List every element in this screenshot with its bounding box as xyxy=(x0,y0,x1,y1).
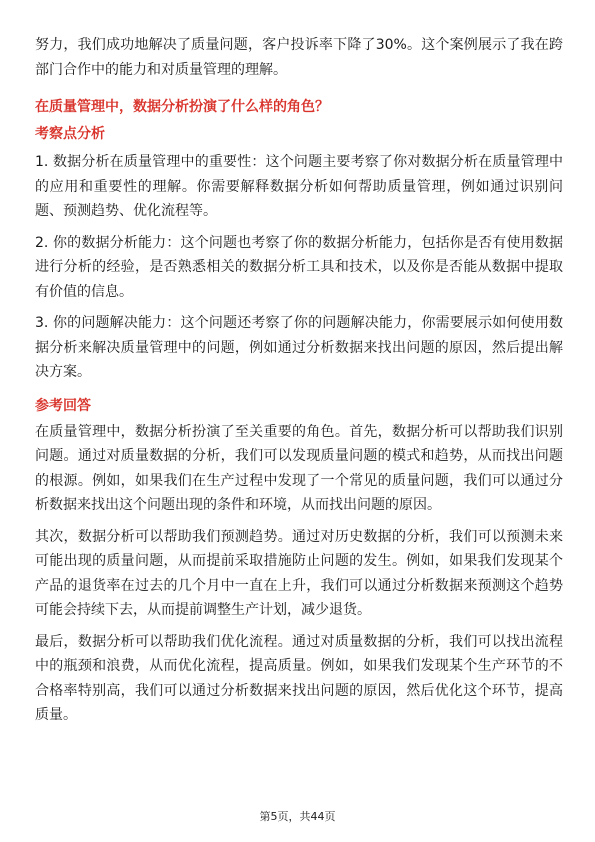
intro-paragraph: 努力，我们成功地解决了质量问题，客户投诉率下降了30%。这个案例展示了我在跨部门合作中的能力和对质量管理的理解。 xyxy=(35,37,563,78)
question-title: 在质量管理中，数据分析扮演了什么样的角色？ xyxy=(35,99,329,115)
page-content xyxy=(35,33,563,728)
analysis-item-2: 2. 你的数据分析能力：这个问题也考察了你的数据分析能力，包括你是否有使用数据进行分析的经验，是否熟悉相关的数据分析工具和技术，以及你是否能从数据中提取有价值的信息。 xyxy=(35,234,563,300)
answer-paragraph-3: 最后，数据分析可以帮助我们优化流程。通过对质量数据的分析，我们可以找出流程中的瓶颈和浪费，从而优化流程，提高质量。例如，如果我们发现某个生产环节的不合格率特别高，我们可以通过分析数据来找出问题的原因，然后优化这个环节，提高质量。 xyxy=(35,633,563,723)
answer-paragraph-2: 其次，数据分析可以帮助我们预测趋势。通过对历史数据的分析，我们可以预测未来可能出现的质量问题，从而提前采取措施防止问题的发生。例如，如果我们发现某个产品的退货率在过去的几个月中一直在上升，我们可以通过分析数据来预测这个趋势可能会持续下去，从而提前调整生产计划，减少退货。 xyxy=(35,528,563,618)
answer-heading: 参考回答 xyxy=(35,397,91,414)
analysis-item-1: 1. 数据分析在质量管理中的重要性：这个问题主要考察了你对数据分析在质量管理中的应用和重要性的理解。你需要解释数据分析如何帮助质量管理，例如通过识别问题、预测趋势、优化流程等。 xyxy=(35,154,563,219)
answer-paragraph-1: 在质量管理中，数据分析扮演了至关重要的角色。首先，数据分析可以帮助我们识别问题。通过对质量数据的分析，我们可以发现质量问题的模式和趋势，从而找出问题的根源。例如，如果我们在生产过程中发现了一个常见的质量问题，我们可以通过分析数据来找出这个问题出现的条件和环境，从而找出问题的原因。 xyxy=(35,423,563,513)
page-number-footer: 第5页，共44页 xyxy=(259,810,336,823)
analysis-item-3: 3. 你的问题解决能力：这个问题还考察了你的问题解决能力，你需要展示如何使用数据分析来解决质量管理中的问题，例如通过分析数据来找出问题的原因，然后提出解决方案。 xyxy=(35,315,563,380)
analysis-heading: 考察点分析 xyxy=(35,126,105,142)
